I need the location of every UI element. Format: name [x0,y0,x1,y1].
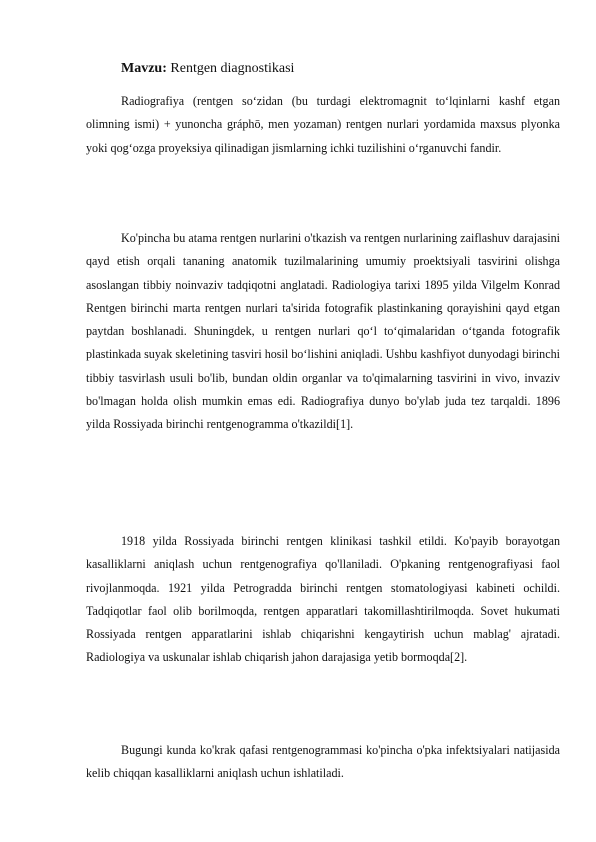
document-title [121,59,294,79]
title-label: Mavzu: [121,61,167,76]
paragraph-2: Ko'pincha bu atama rentgen nurlarini o'tkazish va rentgen nurlarining zaiflashuv darajasini qayd etish orqali tananing anatomik tuzilmalarining umumiy proektsiyali tasvirini olishga asoslangan tibbiy noinvaziv tadqiqotni anglatadi. Radiologiya tarixi 1895 yilda Vilgelm Konrad Rentgen birinchi marta rentgen nurlari ta'sirida fotografik plastinkaning qorayishini qayd etgan paytdan boshlanadi. Shuningdek, u rentgen nurlari qo‘l to‘qimalaridan o‘tganda fotografik plastinkada suyak skeletining tasviri hosil bo‘lishini aniqladi. Ushbu kashfiyot dunyodagi birinchi tibbiy tasvirlash usuli bo'lib, bundan oldin organlar va to'qimalarning tasvirini in vivo, invaziv bo'lmagan holda olish mumkin emas edi. Radiografiya dunyo bo'ylab juda tez tarqaldi. 1896 yilda Rossiyada birinchi rentgenogramma o'tkazildi[1]. [86,231,560,432]
paragraph-4: Bugungi kunda ko'krak qafasi rentgenogrammasi ko'pincha o'pka infektsiyalari natijasida kelib chiqqan kasalliklarni aniqlash uchun ishlatiladi. [86,743,560,781]
paragraph-3: 1918 yilda Rossiyada birinchi rentgen klinikasi tashkil etildi. Ko'payib borayotgan kasalliklarni aniqlash uchun rentgenografiya qo'llaniladi. O'pkaning rentgenografiyasi faol rivojlanmoqda. 1921 yilda Petrogradda birinchi rentgen stomatologiyasi kabineti ochildi. Tadqiqotlar faol olib borilmoqda, rentgen apparatlari takomillashtirilmoqda. Sovet hukumati Rossiyada rentgen apparatlarini ishlab chiqarishni kengaytirish uchun mablag' ajratadi. Radiologiya va uskunalar ishlab chiqarish jahon darajasiga yetib bormoqda[2]. [86,534,560,665]
title-text: Rentgen diagnostikasi [170,61,295,76]
paragraph-1: Radiografiya (rentgen so‘zidan (bu turdagi elektromagnit to‘lqinlarni kashf etgan olimning ismi) + yunoncha gráphō, men yozaman) rentgen nurlari yordamida maxsus plyonka yoki qog‘ozga proyeksiya qilinadigan jismlarning ichki tuzilishini o‘rganuvchi fandir. [86,94,560,155]
